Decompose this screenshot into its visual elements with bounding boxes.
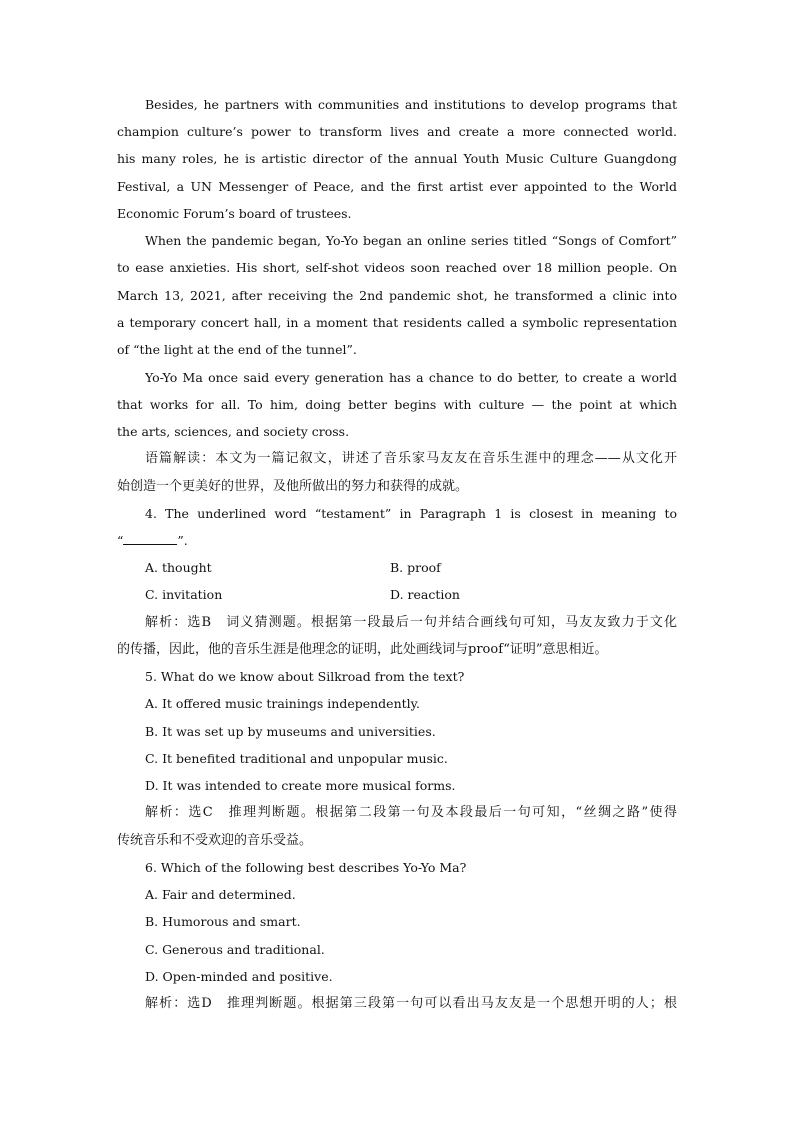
q4-option-b: B. proof — [390, 560, 441, 575]
passage-line: Yo-Yo Ma once said every generation has a chance to do better, to create a world — [145, 370, 677, 385]
q5-analysis-line: 传统音乐和不受欢迎的音乐受益。 — [117, 833, 313, 848]
passage-line: champion culture’s power to transform lives and create a more connected world. — [117, 124, 677, 139]
q4-option-d: D. reaction — [390, 587, 460, 602]
q4-option-a: A. thought — [145, 560, 212, 575]
q4-analysis-line: 的传播，因此，他的音乐生涯是他理念的证明，此处画线词与proof“证明”意思相近。 — [117, 642, 608, 657]
passage-line: Festival, a UN Messenger of Peace, and the first artist ever appointed to the World — [117, 179, 677, 194]
q4-option-c: C. invitation — [145, 587, 223, 602]
passage-line: Besides, he partners with communities and institutions to develop programs that — [145, 97, 677, 112]
q6-option-a: A. Fair and determined. — [145, 887, 296, 902]
close-quote: ”. — [177, 533, 188, 548]
passage-line: When the pandemic began, Yo-Yo began an online series titled “Songs of Comfort” — [145, 233, 677, 248]
passage-line: Economic Forum’s board of trustees. — [117, 206, 352, 221]
passage-line: March 13, 2021, after receiving the 2nd pandemic shot, he transformed a clinic into — [117, 288, 677, 303]
passage-line: to ease anxieties. His short, self-shot videos soon reached over 18 million people. On — [117, 260, 677, 275]
q4-analysis-line: 解析：选B 词义猜测题。根据第一段最后一句并结合画线句可知，马友友致力于文化 — [145, 615, 677, 630]
interpretation-line: 语篇解读：本文为一篇记叙文，讲述了音乐家马友友在音乐生涯中的理念——从文化开 — [145, 451, 677, 466]
q6-option-c: C. Generous and traditional. — [145, 942, 325, 957]
q6-option-d: D. Open-minded and positive. — [145, 969, 333, 984]
q5-option-d: D. It was intended to create more musical forms. — [145, 778, 456, 793]
interpretation-line: 始创造一个更美好的世界，及他所做出的努力和获得的成就。 — [117, 479, 469, 494]
q6-analysis-line: 解析：选D 推理判断题。根据第三段第一句可以看出马友友是一个思想开明的人；根 — [145, 996, 677, 1011]
q5-option-a: A. It offered music trainings independently. — [145, 696, 421, 711]
q5-option-c: C. It benefited traditional and unpopular music. — [145, 751, 448, 766]
q5-option-b: B. It was set up by museums and universities. — [145, 724, 436, 739]
passage-line: his many roles, he is artistic director of the annual Youth Music Culture Guangdong — [117, 151, 677, 166]
open-quote: “ — [117, 533, 124, 548]
answer-blank — [123, 532, 177, 545]
question-5-stem: 5. What do we know about Silkroad from the text? — [145, 669, 465, 684]
q6-option-b: B. Humorous and smart. — [145, 914, 301, 929]
passage-line: a temporary concert hall, in a moment that residents called a symbolic representation — [117, 315, 677, 330]
q5-analysis-line: 解析：选C 推理判断题。根据第二段第一句及本段最后一句可知，“丝绸之路”使得 — [145, 805, 677, 820]
question-4-blank-line — [117, 532, 677, 550]
question-4-stem: 4. The underlined word “testament” in Paragraph 1 is closest in meaning to — [145, 506, 677, 521]
question-6-stem: 6. Which of the following best describes Yo-Yo Ma? — [145, 860, 467, 875]
passage-line: of “the light at the end of the tunnel”. — [117, 342, 357, 357]
passage-line: the arts, sciences, and society cross. — [117, 424, 350, 439]
passage-line: that works for all. To him, doing better begins with culture — the point at which — [117, 397, 677, 412]
